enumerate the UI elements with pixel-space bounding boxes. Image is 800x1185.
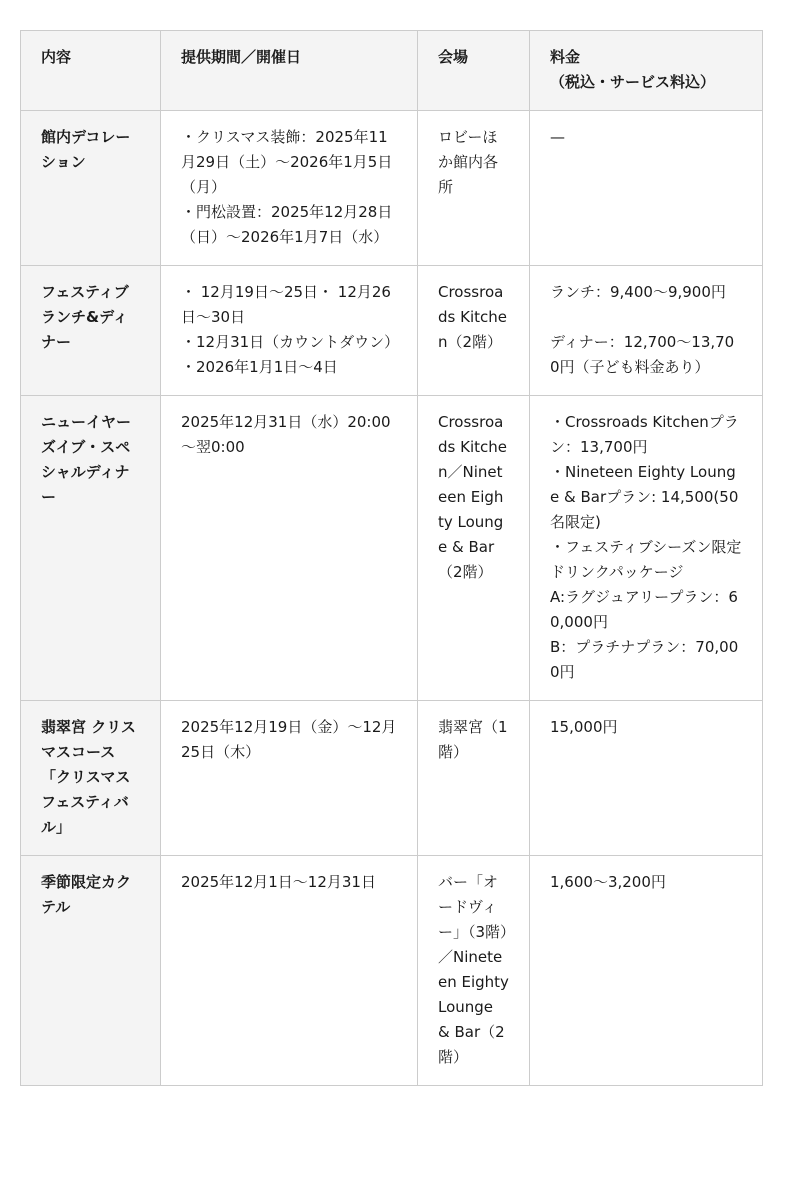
period-line: ・クリスマス装飾：2025年11月29日（土）～2026年1月5日（月） bbox=[181, 128, 393, 196]
period-line: 2025年12月31日（水）20:00～翌0:00 bbox=[181, 413, 391, 456]
table-row bbox=[21, 111, 763, 266]
row-venue: ロビーほか館内各所 bbox=[418, 111, 530, 266]
price-line: ディナー：12,700～13,700円（子ども料金あり） bbox=[550, 333, 735, 376]
header-content: 内容 bbox=[21, 31, 161, 111]
header-price-note: （税込・サービス料込） bbox=[550, 73, 716, 91]
row-price bbox=[530, 701, 763, 856]
period-line: 2025年12月1日～12月31日 bbox=[181, 873, 376, 891]
price-spacer bbox=[550, 305, 742, 330]
period-line: ・門松設置：2025年12月28日（日）～2026年1月7日（水） bbox=[181, 203, 393, 246]
table-row bbox=[21, 396, 763, 701]
table-row bbox=[21, 856, 763, 1086]
table-row bbox=[21, 701, 763, 856]
price-line: B：プラチナプラン：70,000円 bbox=[550, 638, 739, 681]
period-line: ・12月31日（カウントダウン） bbox=[181, 333, 400, 351]
row-period bbox=[161, 396, 418, 701]
row-period bbox=[161, 701, 418, 856]
row-content: 翡翠宮 クリスマスコース「クリスマス フェスティバル」 bbox=[21, 701, 161, 856]
row-period bbox=[161, 266, 418, 396]
row-price bbox=[530, 266, 763, 396]
row-period bbox=[161, 111, 418, 266]
row-content: 館内デコレーション bbox=[21, 111, 161, 266]
price-line: ・Nineteen Eighty Lounge & Barプラン: 14,500(50名限定) bbox=[550, 463, 739, 531]
price-line: — bbox=[550, 128, 565, 146]
header-period: 提供期間／開催日 bbox=[161, 31, 418, 111]
period-line: ・2026年1月1日～4日 bbox=[181, 358, 338, 376]
period-line: ・ 12月19日～25日・ 12月26日～30日 bbox=[181, 283, 391, 326]
header-venue: 会場 bbox=[418, 31, 530, 111]
table-row bbox=[21, 266, 763, 396]
price-line: 1,600～3,200円 bbox=[550, 873, 666, 891]
row-price bbox=[530, 396, 763, 701]
row-venue: 翡翠宮（1階） bbox=[418, 701, 530, 856]
header-price-label: 料金 bbox=[550, 48, 581, 66]
price-line: 15,000円 bbox=[550, 718, 618, 736]
table-header bbox=[21, 31, 763, 111]
row-venue: バー「オードヴィー」（3階）／Nineteen Eighty Lounge & Bar（2階） bbox=[418, 856, 530, 1086]
row-venue: Crossroads Kitchen（2階） bbox=[418, 266, 530, 396]
events-table bbox=[20, 30, 763, 1086]
period-line: 2025年12月19日（金）～12月25日（木） bbox=[181, 718, 397, 761]
price-line: ・Crossroads Kitchenプラン：13,700円 bbox=[550, 413, 739, 456]
price-line: ランチ：9,400～9,900円 bbox=[550, 283, 726, 301]
row-price bbox=[530, 856, 763, 1086]
row-price bbox=[530, 111, 763, 266]
row-period bbox=[161, 856, 418, 1086]
row-content: フェスティブランチ&ディナー bbox=[21, 266, 161, 396]
header-price bbox=[530, 31, 763, 111]
header-row bbox=[21, 31, 763, 111]
row-content: ニューイヤーズイブ・スペシャルディナー bbox=[21, 396, 161, 701]
row-venue: Crossroads Kitchen／Nineteen Eighty Lounge & Bar（2階） bbox=[418, 396, 530, 701]
price-line: ・フェスティブシーズン限定ドリンクパッケージ bbox=[550, 538, 742, 581]
row-content: 季節限定カクテル bbox=[21, 856, 161, 1086]
price-line: A:ラグジュアリープラン：60,000円 bbox=[550, 588, 738, 631]
